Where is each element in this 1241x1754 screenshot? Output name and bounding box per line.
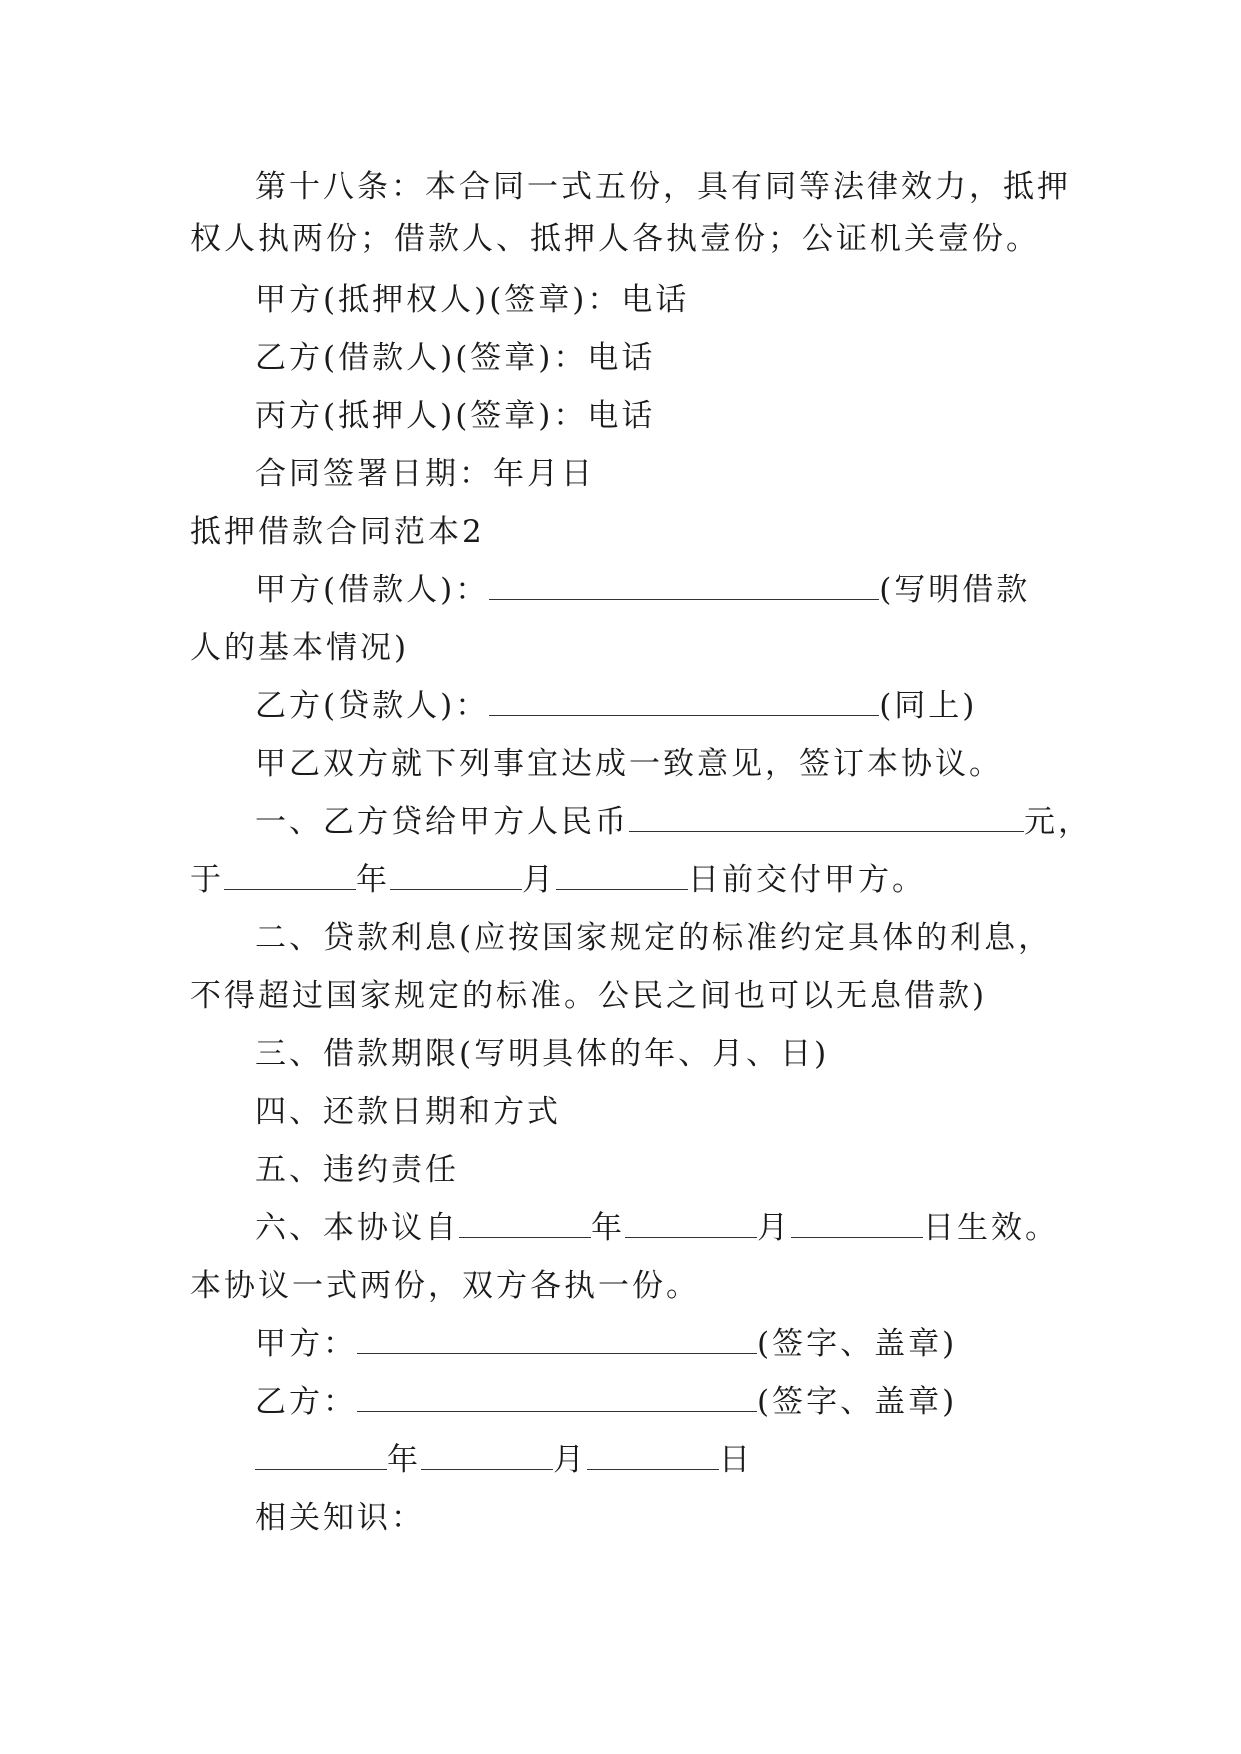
lender-blank — [489, 689, 879, 716]
party-a-signature-line: 甲方(抵押权人)(签章)：电话 — [255, 282, 690, 318]
clause-6-line-1 — [255, 1208, 1059, 1248]
party-b-sign-note: (签字、盖章) — [757, 1384, 958, 1420]
effective-day-blank — [791, 1211, 923, 1238]
effective-prefix: 六、本协议自 — [255, 1210, 459, 1246]
clause-18-line-2: 权人执两份；借款人、抵押人各执壹份；公证机关壹份。 — [190, 221, 1040, 257]
lender-label: 乙方(贷款人)： — [255, 688, 490, 724]
year-label: 年 — [591, 1210, 625, 1246]
final-day-blank — [587, 1443, 719, 1470]
clause-5: 五、违约责任 — [255, 1152, 459, 1188]
borrower-note-continued: 人的基本情况) — [190, 630, 410, 666]
section-heading: 抵押借款合同范本2 — [190, 514, 485, 550]
effective-suffix: 日生效。 — [923, 1210, 1059, 1246]
month-label: 月 — [522, 862, 556, 898]
month-label: 月 — [757, 1210, 791, 1246]
year-label: 年 — [387, 1442, 421, 1478]
final-month-blank — [421, 1443, 553, 1470]
party-a-sign-line — [255, 1324, 957, 1364]
clause-18-line-1: 第十八条：本合同一式五份，具有同等法律效力，抵押 — [255, 169, 1071, 205]
party-b-sign-blank — [357, 1385, 757, 1412]
loan-amount-label: 一、乙方贷给甲方人民币 — [255, 804, 629, 840]
delivery-prefix: 于 — [190, 862, 224, 898]
clause-6-line-2: 本协议一式两份，双方各执一份。 — [190, 1268, 700, 1304]
clause-2-line-2: 不得超过国家规定的标准。公民之间也可以无息借款) — [190, 978, 988, 1014]
party-b-sign-line — [255, 1382, 957, 1422]
borrower-blank — [489, 573, 879, 600]
clause-3: 三、借款期限(写明具体的年、月、日) — [255, 1036, 830, 1072]
clause-2-line-1: 二、贷款利息(应按国家规定的标准约定具体的利息， — [255, 920, 1053, 956]
day-label: 日 — [719, 1442, 753, 1478]
borrower-note: (写明借款 — [879, 572, 1031, 608]
party-a-label: 甲方： — [255, 1326, 357, 1362]
delivery-suffix: 日前交付甲方。 — [688, 862, 926, 898]
delivery-day-blank — [556, 863, 688, 890]
party-a-sign-note: (签字、盖章) — [757, 1326, 958, 1362]
loan-amount-blank — [629, 805, 1024, 832]
year-label: 年 — [356, 862, 390, 898]
final-year-blank — [255, 1443, 387, 1470]
party-a-sign-blank — [357, 1327, 757, 1354]
effective-month-blank — [625, 1211, 757, 1238]
clause-1-line-1 — [255, 802, 1092, 842]
lender-line — [255, 686, 977, 726]
borrower-label: 甲方(借款人)： — [255, 572, 490, 608]
currency-unit: 元， — [1024, 804, 1092, 840]
month-label: 月 — [553, 1442, 587, 1478]
borrower-line — [255, 570, 1030, 610]
clause-1-line-2 — [190, 860, 926, 900]
lender-note: (同上) — [879, 688, 978, 724]
delivery-year-blank — [224, 863, 356, 890]
clause-4: 四、还款日期和方式 — [255, 1094, 561, 1130]
effective-year-blank — [459, 1211, 591, 1238]
party-b-signature-line: 乙方(借款人)(签章)：电话 — [255, 340, 656, 376]
party-b-label: 乙方： — [255, 1384, 357, 1420]
final-date-line — [255, 1440, 753, 1480]
delivery-month-blank — [390, 863, 522, 890]
signing-date-line: 合同签署日期：年月日 — [255, 456, 595, 492]
party-c-signature-line: 丙方(抵押人)(签章)：电话 — [255, 398, 656, 434]
agreement-intro: 甲乙双方就下列事宜达成一致意见，签订本协议。 — [255, 746, 1003, 782]
related-knowledge-heading: 相关知识： — [255, 1500, 425, 1536]
